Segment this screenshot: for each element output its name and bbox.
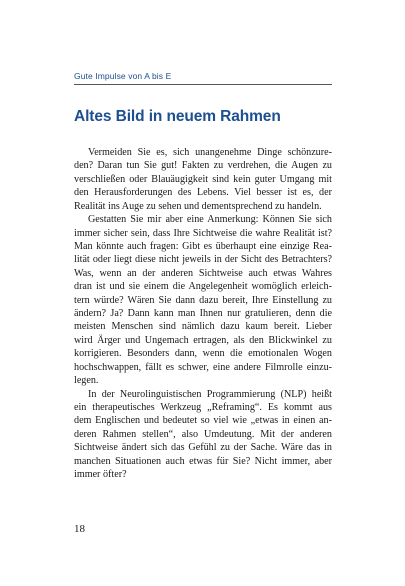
paragraph-line: ändern? Ja? Dann kann man Ihnen nur gratulieren, denn die (74, 308, 332, 320)
running-head: Gute Impulse von A bis E (74, 71, 172, 81)
paragraph-line: Realität ins Auge zu sehen und dementsprechend zu handeln. (74, 200, 322, 212)
paragraph-line: dem Englischen und bedeutet so viel wie „etwas in einen an- (74, 415, 332, 427)
paragraph-line: dran ist und sie einem die Angelegenheit womöglich erleich- (74, 281, 332, 293)
paragraph-line: manchen Situationen auch etwas für Sie? Nicht immer, aber (74, 455, 332, 467)
paragraph-line: wird Ärger und Ungemach ertragen, als den Blickwinkel zu (74, 334, 332, 346)
paragraph-first-line: Gestatten Sie mir aber eine Anmerkung: Können Sie sich (88, 214, 332, 226)
paragraph-line: tern würde? Wären Sie dann dazu bereit, Ihre Einstellung zu (74, 294, 332, 306)
paragraph-line: Man könnte auch fragen: Gibt es überhaupt eine einzige Rea- (74, 240, 332, 252)
paragraph-first-line: Vermeiden Sie es, sich unangenehme Dinge schönzure- (88, 147, 332, 158)
paragraph-line: immer öfter? (74, 469, 127, 481)
paragraph-line: lität oder liegt diese nicht jeweils in der Sicht des Betrachters? (74, 254, 332, 266)
paragraph-line: ein therapeutisches Werkzeug „Reframing“. Es kommt aus (74, 402, 332, 414)
paragraph-line: immer sicher sein, dass Ihre Sichtweise die wahre Realität ist? (74, 227, 332, 239)
header-rule (74, 84, 332, 85)
paragraph-line: hochschwappen, fällt es schwer, eine andere Filmrolle einzu- (74, 361, 332, 373)
paragraph-line: Sichtweise ändert sich das Gefühl zu der Sache. Wäre das in (74, 442, 332, 454)
paragraph-first-line: In der Neurolinguistischen Programmierung (NLP) heißt (88, 388, 332, 400)
paragraph-line: den Herausforderungen des Lebens. Viel besser ist es, der (74, 187, 332, 199)
paragraph-line: meisten Menschen sind nämlich dazu kaum bereit. Lieber (74, 321, 332, 333)
paragraph-line: Was, wenn an der anderen Sichtweise auch etwas Wahres (74, 267, 332, 279)
paragraph-line: korrigieren. Besonders dann, wenn die emotionalen Wogen (74, 348, 332, 360)
chapter-title: Altes Bild in neuem Rahmen (74, 108, 281, 125)
paragraph-line: deren Rahmen stellen“, also Umdeutung. Mit der anderen (74, 428, 332, 440)
paragraph-line: legen. (74, 375, 99, 387)
page-number: 18 (74, 523, 85, 535)
paragraph-line: verschließen oder Blauäugigkeit sind kein guter Umgang mit (74, 173, 332, 185)
body-text (74, 146, 332, 482)
paragraph-line: den? Daran tun Sie gut! Fakten zu verdrehen, die Augen zu (74, 160, 332, 172)
